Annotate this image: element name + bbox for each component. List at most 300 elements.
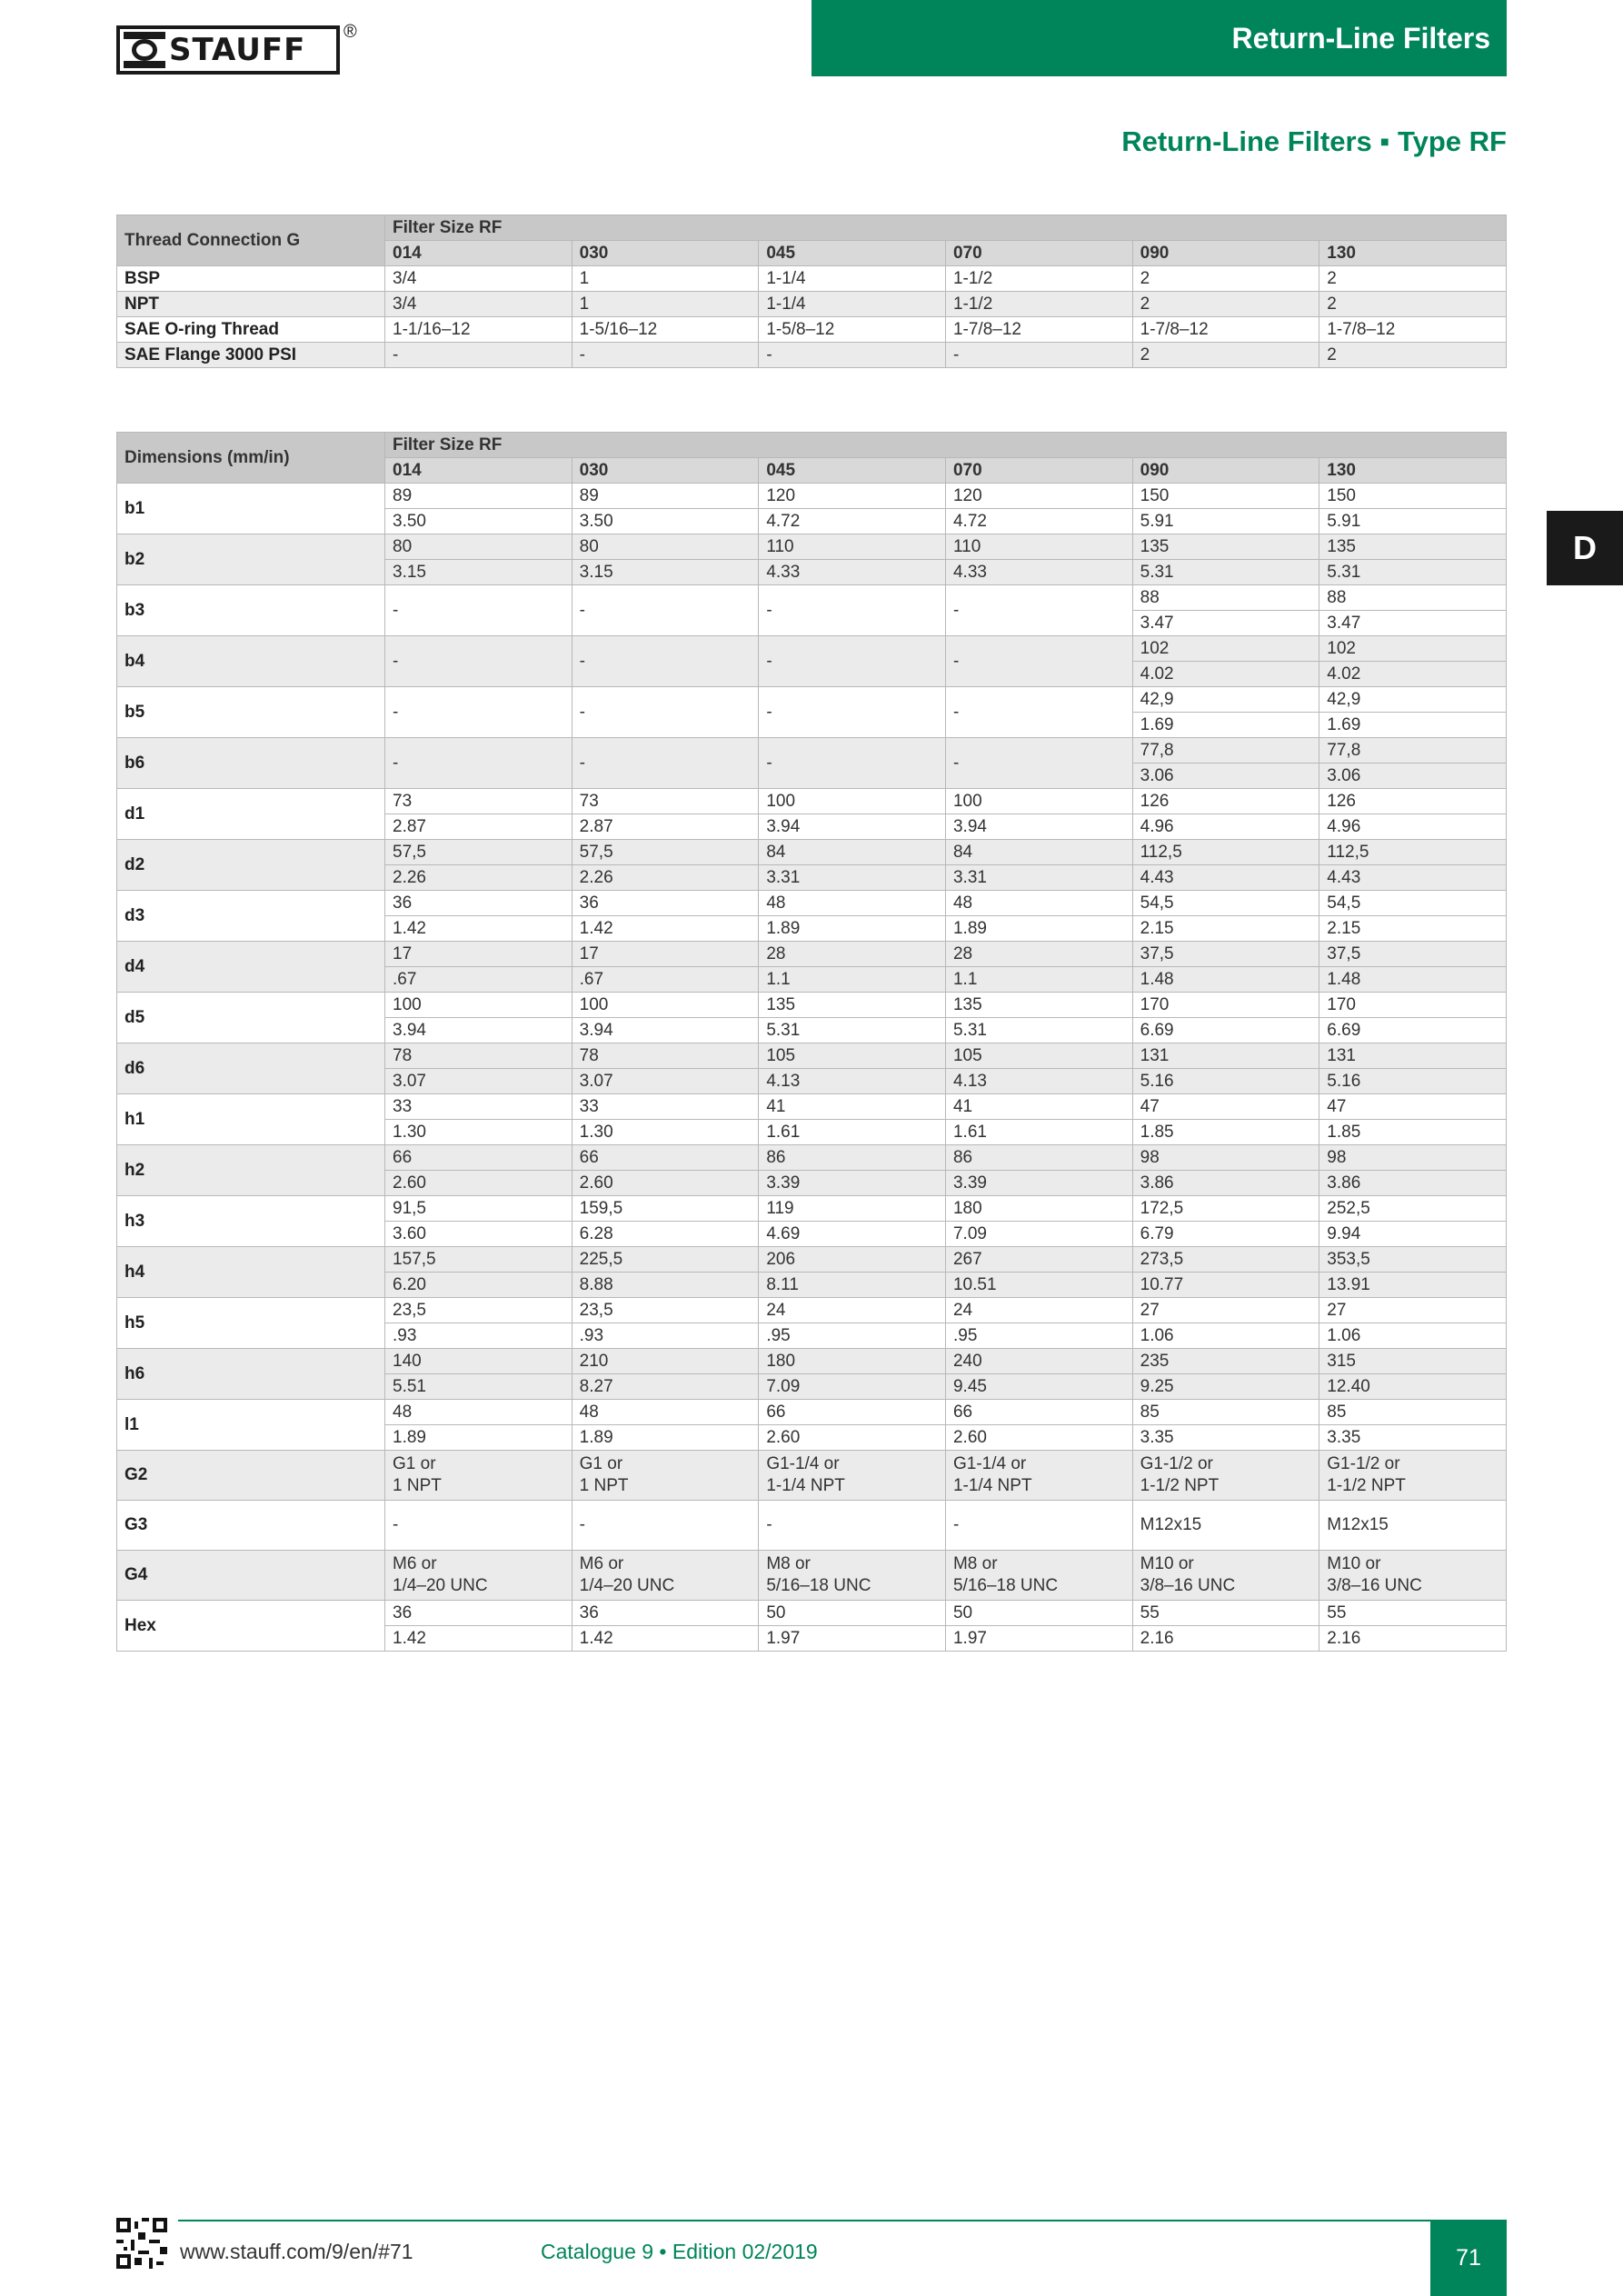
table-cell-in: 3.39: [759, 1171, 946, 1196]
table-row: [117, 1196, 1507, 1222]
table-cell-in: 1.69: [1319, 713, 1507, 738]
row-label: h6: [117, 1349, 385, 1400]
column-header: 045: [759, 241, 946, 266]
logo-wordmark: STAUFF: [169, 32, 306, 68]
table-cell: -: [945, 636, 1132, 687]
table-cell-in: 3.86: [1132, 1171, 1319, 1196]
table-cell: [945, 1551, 1132, 1601]
table-cell: -: [945, 1501, 1132, 1551]
table-cell-in: 1.06: [1132, 1323, 1319, 1349]
cell-line: G1-1/2 or: [1140, 1454, 1213, 1473]
table-cell-mm: 88: [1319, 585, 1507, 611]
table-cell-mm: 48: [945, 891, 1132, 916]
table-cell-mm: 172,5: [1132, 1196, 1319, 1222]
table-cell-mm: 131: [1132, 1043, 1319, 1069]
table-cell-mm: 47: [1319, 1094, 1507, 1120]
cell-line: 1-1/2 NPT: [1140, 1476, 1220, 1495]
table-cell-in: 1.89: [759, 916, 946, 942]
cell-line: M8 or: [766, 1554, 811, 1573]
page-number-label: 71: [1456, 2244, 1481, 2271]
table-cell: [385, 1551, 573, 1601]
table-cell-in: 1.1: [759, 967, 946, 993]
table-cell: -: [572, 687, 759, 738]
table-cell-mm: 119: [759, 1196, 946, 1222]
table-cell-mm: 78: [572, 1043, 759, 1069]
table-cell-mm: 112,5: [1319, 840, 1507, 865]
table-cell: 1-7/8–12: [945, 317, 1132, 343]
table-cell-mm: 126: [1319, 789, 1507, 814]
table-cell-mm: 48: [759, 891, 946, 916]
table-cell-mm: 80: [385, 534, 573, 560]
logo-symbol-icon: [124, 32, 165, 68]
table-cell: -: [385, 636, 573, 687]
table-cell: [1319, 1551, 1507, 1601]
table-cell: -: [572, 343, 759, 368]
table-cell-in: 4.33: [945, 560, 1132, 585]
table-cell-in: 4.13: [759, 1069, 946, 1094]
table-cell-mm: 57,5: [385, 840, 573, 865]
table-cell-mm: 80: [572, 534, 759, 560]
table-cell: 2: [1319, 292, 1507, 317]
table-row: [117, 840, 1507, 865]
column-header: 070: [945, 241, 1132, 266]
table-cell-mm: 23,5: [572, 1298, 759, 1323]
table-row: [117, 484, 1507, 509]
table-cell-mm: 54,5: [1132, 891, 1319, 916]
table-cell-in: 3.94: [572, 1018, 759, 1043]
table-cell-mm: 135: [945, 993, 1132, 1018]
table-cell-mm: 150: [1319, 484, 1507, 509]
table-cell-in: 1.48: [1319, 967, 1507, 993]
table-row: [117, 636, 1507, 662]
table-cell-mm: 66: [385, 1145, 573, 1171]
table-cell-in: 1.97: [759, 1626, 946, 1652]
table-cell-mm: 206: [759, 1247, 946, 1273]
table-cell-mm: 28: [945, 942, 1132, 967]
table-cell-mm: 33: [385, 1094, 573, 1120]
table-cell-mm: 100: [572, 993, 759, 1018]
cell-line: 1-1/4 NPT: [766, 1476, 845, 1495]
table-cell-in: .95: [759, 1323, 946, 1349]
table-cell-in: 3.06: [1132, 764, 1319, 789]
table-cell-in: 1.42: [385, 916, 573, 942]
table-cell-in: 3.47: [1319, 611, 1507, 636]
cell-line: M6 or: [393, 1554, 437, 1573]
table-cell-mm: 273,5: [1132, 1247, 1319, 1273]
table-cell: 2: [1132, 266, 1319, 292]
table-cell-in: 2.16: [1319, 1626, 1507, 1652]
row-label: b4: [117, 636, 385, 687]
row-label: b5: [117, 687, 385, 738]
cell-line: G1-1/4 or: [952, 1454, 1027, 1473]
table-row: [117, 292, 1507, 317]
table-cell: -: [572, 738, 759, 789]
table-cell-in: 2.60: [945, 1425, 1132, 1451]
table-cell-mm: 112,5: [1132, 840, 1319, 865]
table-cell: -: [385, 1501, 573, 1551]
table-cell-mm: 225,5: [572, 1247, 759, 1273]
table-cell-in: 1.89: [572, 1425, 759, 1451]
column-header: 070: [945, 458, 1132, 484]
row-label: d6: [117, 1043, 385, 1094]
table-cell-in: 3.94: [945, 814, 1132, 840]
section-title: Return-Line Filters: [1231, 21, 1490, 55]
table-cell-mm: 84: [759, 840, 946, 865]
table-cell: 1-1/2: [945, 266, 1132, 292]
table-cell-in: 6.69: [1319, 1018, 1507, 1043]
cell-line: M10 or: [1140, 1554, 1194, 1573]
table-cell-in: 5.51: [385, 1374, 573, 1400]
table-cell-in: .93: [385, 1323, 573, 1349]
table-row: [117, 687, 1507, 713]
table-row: [117, 585, 1507, 611]
table-cell-mm: 159,5: [572, 1196, 759, 1222]
table-cell: -: [385, 738, 573, 789]
column-header: 090: [1132, 458, 1319, 484]
table-cell-mm: 135: [1319, 534, 1507, 560]
table-cell: [1132, 1551, 1319, 1601]
footer-rule: [178, 2220, 1430, 2221]
table-cell: 2: [1132, 343, 1319, 368]
table-cell-in: 9.25: [1132, 1374, 1319, 1400]
table-cell: [1132, 1451, 1319, 1501]
table-cell: 3/4: [385, 266, 573, 292]
row-label: BSP: [117, 266, 385, 292]
column-header: 045: [759, 458, 946, 484]
table-cell-in: 3.07: [572, 1069, 759, 1094]
row-label: SAE O-ring Thread: [117, 317, 385, 343]
table-cell: [945, 1451, 1132, 1501]
table-cell: -: [759, 738, 946, 789]
table-cell-in: 1.42: [572, 1626, 759, 1652]
footer-url-link[interactable]: www.stauff.com/9/en/#71: [180, 2240, 413, 2263]
table-cell-mm: 17: [385, 942, 573, 967]
table-cell-in: 4.96: [1132, 814, 1319, 840]
table-row: [117, 942, 1507, 967]
table-cell-mm: 126: [1132, 789, 1319, 814]
row-label: b6: [117, 738, 385, 789]
table-cell: 1-1/2: [945, 292, 1132, 317]
table-cell-mm: 50: [945, 1601, 1132, 1626]
table-cell-mm: 240: [945, 1349, 1132, 1374]
table-cell-mm: 27: [1319, 1298, 1507, 1323]
table-cell: 1-7/8–12: [1132, 317, 1319, 343]
table-row: [117, 317, 1507, 343]
table-cell-in: 1.89: [385, 1425, 573, 1451]
table-cell: [385, 1451, 573, 1501]
table-cell-in: 8.27: [572, 1374, 759, 1400]
table-cell-in: 13.91: [1319, 1273, 1507, 1298]
cell-line: G1 or: [393, 1454, 436, 1473]
table-cell: M12x15: [1132, 1501, 1319, 1551]
table-row: [117, 738, 1507, 764]
table-cell: -: [385, 585, 573, 636]
table-cell: -: [945, 738, 1132, 789]
table-cell-mm: 36: [572, 1601, 759, 1626]
table-cell-mm: 84: [945, 840, 1132, 865]
table-cell: 1: [572, 292, 759, 317]
table-cell-mm: 42,9: [1132, 687, 1319, 713]
table-cell-mm: 55: [1319, 1601, 1507, 1626]
table-cell: -: [759, 343, 946, 368]
table-cell-mm: 88: [1132, 585, 1319, 611]
table-cell-in: 6.20: [385, 1273, 573, 1298]
logo-frame: [116, 25, 340, 75]
table-cell: 2: [1132, 292, 1319, 317]
table-cell-mm: 102: [1319, 636, 1507, 662]
table-cell-in: 1.48: [1132, 967, 1319, 993]
table-cell-in: 3.50: [572, 509, 759, 534]
table-cell: -: [572, 636, 759, 687]
row-label: d3: [117, 891, 385, 942]
table-cell: -: [759, 1501, 946, 1551]
table-cell: M12x15: [1319, 1501, 1507, 1551]
table-cell: -: [759, 636, 946, 687]
dimensions-table-group-header: Filter Size RF: [385, 433, 1507, 458]
table-cell: 2: [1319, 266, 1507, 292]
thread-connection-table: [116, 215, 1507, 368]
table-cell: 1-1/16–12: [385, 317, 573, 343]
table-cell-in: 3.15: [385, 560, 573, 585]
cell-line: 1 NPT: [579, 1476, 629, 1495]
table-cell-in: 8.88: [572, 1273, 759, 1298]
table-cell-in: 5.91: [1319, 509, 1507, 534]
table-cell-mm: 86: [759, 1145, 946, 1171]
table-cell-mm: 105: [945, 1043, 1132, 1069]
row-label: h2: [117, 1145, 385, 1196]
table-cell-in: 10.77: [1132, 1273, 1319, 1298]
table-cell-mm: 41: [759, 1094, 946, 1120]
table-cell-in: 4.43: [1319, 865, 1507, 891]
table-cell: [759, 1451, 946, 1501]
table-cell-in: 1.85: [1132, 1120, 1319, 1145]
table-row: [117, 1298, 1507, 1323]
table-cell-mm: 36: [385, 1601, 573, 1626]
table-cell-mm: 267: [945, 1247, 1132, 1273]
cell-line: 5/16–18 UNC: [766, 1576, 871, 1595]
table-cell-in: 2.60: [385, 1171, 573, 1196]
row-label: G2: [117, 1451, 385, 1501]
chapter-tab: [1547, 511, 1623, 585]
table-cell-in: 2.15: [1319, 916, 1507, 942]
table-cell-in: 3.07: [385, 1069, 573, 1094]
row-label: d5: [117, 993, 385, 1043]
table-cell-mm: 66: [572, 1145, 759, 1171]
row-label: NPT: [117, 292, 385, 317]
table-cell-in: 3.31: [945, 865, 1132, 891]
table-cell: [1319, 1451, 1507, 1501]
table-cell-in: 1.06: [1319, 1323, 1507, 1349]
table-cell-mm: 170: [1319, 993, 1507, 1018]
table-cell-in: 3.39: [945, 1171, 1132, 1196]
table-cell-in: 1.85: [1319, 1120, 1507, 1145]
table-cell: -: [945, 343, 1132, 368]
table-cell-mm: 41: [945, 1094, 1132, 1120]
table-cell-in: 1.42: [385, 1626, 573, 1652]
table-cell: 1: [572, 266, 759, 292]
table-cell-in: 8.11: [759, 1273, 946, 1298]
table-cell-mm: 33: [572, 1094, 759, 1120]
table-row: [117, 534, 1507, 560]
table-cell-in: 1.61: [945, 1120, 1132, 1145]
table-cell: [759, 1551, 946, 1601]
table-cell-in: 5.16: [1132, 1069, 1319, 1094]
table-cell: -: [572, 1501, 759, 1551]
table-cell-mm: 91,5: [385, 1196, 573, 1222]
table-cell-in: 3.47: [1132, 611, 1319, 636]
table-cell-mm: 17: [572, 942, 759, 967]
row-label: b2: [117, 534, 385, 585]
table-cell: -: [759, 687, 946, 738]
table-row: [117, 1043, 1507, 1069]
row-label: SAE Flange 3000 PSI: [117, 343, 385, 368]
table-cell-mm: 100: [759, 789, 946, 814]
table-cell-mm: 120: [945, 484, 1132, 509]
table-cell: [572, 1551, 759, 1601]
row-label: l1: [117, 1400, 385, 1451]
table-cell-in: 2.15: [1132, 916, 1319, 942]
cell-line: G1-1/2 or: [1327, 1454, 1400, 1473]
thread-table-corner: Thread Connection G: [117, 215, 385, 266]
row-label: G3: [117, 1501, 385, 1551]
table-cell-mm: 73: [572, 789, 759, 814]
table-row: [117, 266, 1507, 292]
table-cell-mm: 55: [1132, 1601, 1319, 1626]
column-header: 014: [385, 241, 573, 266]
table-cell-mm: 24: [945, 1298, 1132, 1323]
table-cell-in: 3.94: [759, 814, 946, 840]
page-number: [1430, 2220, 1507, 2296]
table-cell-mm: 66: [759, 1400, 946, 1425]
table-cell-mm: 77,8: [1132, 738, 1319, 764]
table-cell: 1-5/8–12: [759, 317, 946, 343]
cell-line: M6 or: [579, 1554, 624, 1573]
table-cell-mm: 36: [572, 891, 759, 916]
registered-mark: ®: [344, 22, 357, 42]
table-cell-in: 6.79: [1132, 1222, 1319, 1247]
table-cell: -: [759, 585, 946, 636]
table-row: [117, 1349, 1507, 1374]
table-cell-mm: 135: [1132, 534, 1319, 560]
chapter-tab-label: D: [1573, 529, 1597, 566]
table-row: [117, 1501, 1507, 1551]
table-cell-in: 4.02: [1132, 662, 1319, 687]
cell-line: G1-1/4 or: [766, 1454, 840, 1473]
table-cell-mm: 180: [945, 1196, 1132, 1222]
table-cell-in: 5.91: [1132, 509, 1319, 534]
table-cell-mm: 105: [759, 1043, 946, 1069]
table-cell: 3/4: [385, 292, 573, 317]
table-cell-mm: 140: [385, 1349, 573, 1374]
table-cell-in: 4.43: [1132, 865, 1319, 891]
column-header: 090: [1132, 241, 1319, 266]
table-cell-mm: 170: [1132, 993, 1319, 1018]
table-cell-in: 5.31: [759, 1018, 946, 1043]
table-row: [117, 1451, 1507, 1501]
cell-line: 3/8–16 UNC: [1140, 1576, 1236, 1595]
table-cell-in: 3.60: [385, 1222, 573, 1247]
page-subtitle: Return-Line Filters ▪ Type RF: [1121, 125, 1507, 157]
row-label: d4: [117, 942, 385, 993]
cell-line: M8 or: [952, 1554, 998, 1573]
table-cell-in: 5.31: [1132, 560, 1319, 585]
table-cell-in: 2.60: [572, 1171, 759, 1196]
table-row: [117, 1247, 1507, 1273]
column-header: 030: [572, 241, 759, 266]
table-cell-in: 4.13: [945, 1069, 1132, 1094]
table-cell-mm: 131: [1319, 1043, 1507, 1069]
table-cell: -: [572, 585, 759, 636]
table-cell-in: 4.69: [759, 1222, 946, 1247]
table-cell-in: 3.50: [385, 509, 573, 534]
table-cell-in: 1.97: [945, 1626, 1132, 1652]
row-label: b1: [117, 484, 385, 534]
row-label: h3: [117, 1196, 385, 1247]
table-cell-mm: 252,5: [1319, 1196, 1507, 1222]
table-cell-mm: 37,5: [1132, 942, 1319, 967]
table-cell-in: 10.51: [945, 1273, 1132, 1298]
table-cell-in: 6.69: [1132, 1018, 1319, 1043]
cell-line: 1-1/4 NPT: [952, 1476, 1032, 1495]
table-cell-mm: 54,5: [1319, 891, 1507, 916]
table-cell-mm: 135: [759, 993, 946, 1018]
qr-code-icon[interactable]: [116, 2218, 167, 2269]
table-cell-mm: 235: [1132, 1349, 1319, 1374]
cell-line: 3/8–16 UNC: [1327, 1576, 1422, 1595]
table-cell-mm: 77,8: [1319, 738, 1507, 764]
table-cell-mm: 24: [759, 1298, 946, 1323]
column-header: 014: [385, 458, 573, 484]
table-cell-in: 9.94: [1319, 1222, 1507, 1247]
table-cell: -: [945, 687, 1132, 738]
column-header: 030: [572, 458, 759, 484]
table-cell-in: 5.31: [945, 1018, 1132, 1043]
table-cell-in: .93: [572, 1323, 759, 1349]
table-cell-in: 1.30: [385, 1120, 573, 1145]
row-label: G4: [117, 1551, 385, 1601]
column-header: 130: [1319, 458, 1507, 484]
table-cell-in: .67: [572, 967, 759, 993]
row-label: h4: [117, 1247, 385, 1298]
row-label: b3: [117, 585, 385, 636]
table-cell-in: 2.16: [1132, 1626, 1319, 1652]
row-label: d2: [117, 840, 385, 891]
table-cell-in: 5.16: [1319, 1069, 1507, 1094]
dimensions-table-corner: Dimensions (mm/in): [117, 433, 385, 484]
table-cell-mm: 85: [1132, 1400, 1319, 1425]
table-cell-in: 1.61: [759, 1120, 946, 1145]
stauff-logo: [116, 22, 362, 78]
table-cell: 1-7/8–12: [1319, 317, 1507, 343]
table-cell-in: 3.94: [385, 1018, 573, 1043]
table-cell-mm: 27: [1132, 1298, 1319, 1323]
table-cell: 1-5/16–12: [572, 317, 759, 343]
table-cell-mm: 66: [945, 1400, 1132, 1425]
table-cell: -: [385, 343, 573, 368]
table-cell-in: 3.86: [1319, 1171, 1507, 1196]
table-cell-in: 4.72: [759, 509, 946, 534]
table-cell-in: 1.30: [572, 1120, 759, 1145]
section-header-bar: [812, 0, 1507, 76]
row-label: Hex: [117, 1601, 385, 1652]
table-cell-in: 2.60: [759, 1425, 946, 1451]
table-cell-in: 9.45: [945, 1374, 1132, 1400]
cell-line: M10 or: [1327, 1554, 1381, 1573]
table-cell-mm: 98: [1132, 1145, 1319, 1171]
table-cell-in: .67: [385, 967, 573, 993]
table-cell-mm: 48: [572, 1400, 759, 1425]
table-cell-in: 2.87: [572, 814, 759, 840]
